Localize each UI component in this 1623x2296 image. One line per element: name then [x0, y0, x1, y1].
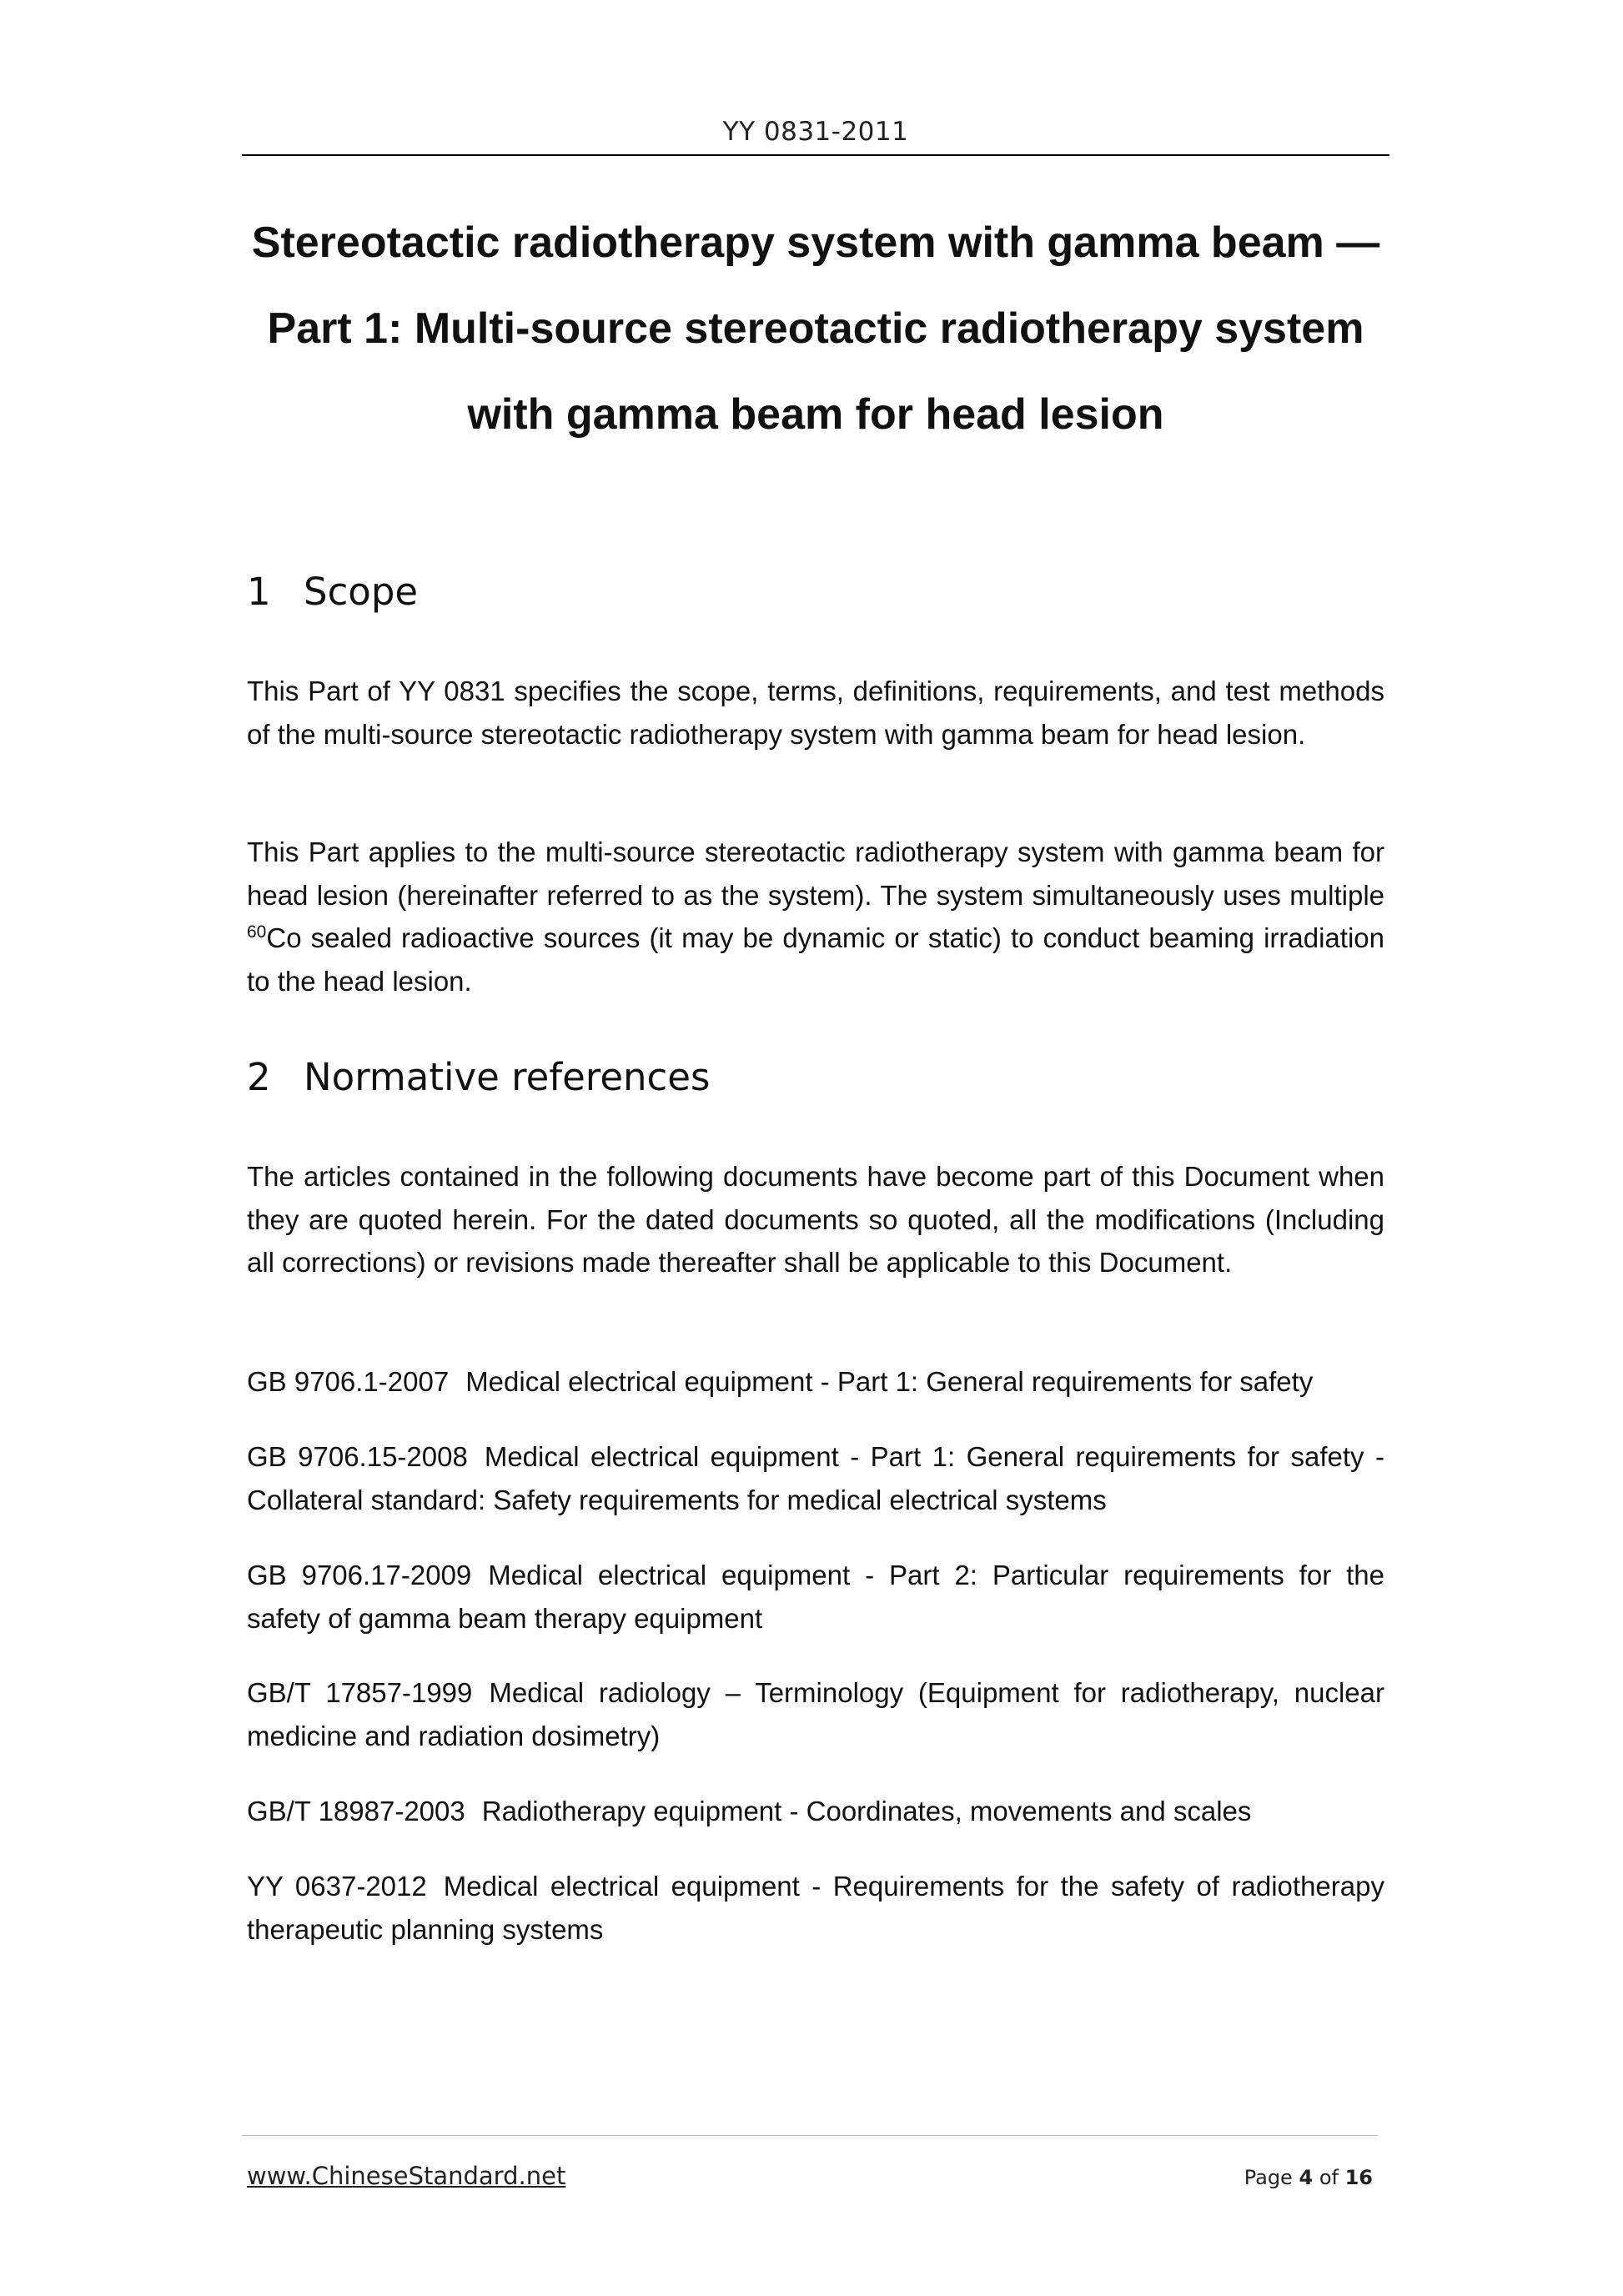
section-1-heading — [247, 570, 418, 614]
section-2-title: Normative references — [304, 1055, 711, 1099]
reference-entry — [247, 1671, 1384, 1757]
reference-title: Medical electrical equipment - Part 1: General requirements for safety - Collateral standard: Safety requirements for medical electrical systems — [247, 1441, 1384, 1515]
page-total: 16 — [1344, 2166, 1373, 2189]
scope-paragraph-2-text-a: This Part applies to the multi-source stereotactic radiotherapy system with gamma beam for head lesion (hereinafter referred to as the system). The system simultaneously uses multiple — [247, 837, 1384, 911]
normative-intro-paragraph: The articles contained in the following documents have become part of this Document when they are quoted herein. For the dated documents so quoted, all the modifications (Including all corrections) or revisions made thereafter shall be applicable to this Document. — [247, 1161, 1384, 1278]
reference-code: GB 9706.15-2008 — [247, 1441, 468, 1472]
section-1-title: Scope — [304, 570, 419, 614]
page-prefix: Page — [1244, 2166, 1293, 2189]
reference-code: GB 9706.17-2009 — [247, 1560, 472, 1590]
section-2-heading — [247, 1055, 710, 1099]
reference-code: YY 0637-2012 — [247, 1871, 427, 1902]
document-title-line-2: Part 1: Multi-source stereotactic radiotherapy system — [267, 304, 1364, 353]
document-title-line-3: with gamma beam for head lesion — [467, 390, 1164, 439]
reference-code: GB/T 17857-1999 — [247, 1677, 473, 1708]
reference-entry — [247, 1554, 1384, 1640]
reference-entry — [247, 1865, 1384, 1951]
page-number — [1244, 2166, 1373, 2189]
reference-title: Radiotherapy equipment - Coordinates, movements and scales — [481, 1796, 1252, 1826]
section-1-number: 1 — [247, 570, 271, 614]
reference-code: GB/T 18987-2003 — [247, 1796, 465, 1826]
reference-title: Medical electrical equipment - Requirements for the safety of radiotherapy therapeutic planning systems — [247, 1871, 1384, 1945]
footer-website-link[interactable]: www.ChineseStandard.net — [247, 2162, 566, 2190]
section-2-number: 2 — [247, 1055, 271, 1099]
reference-title: Medical electrical equipment - Part 1: General requirements for safety — [465, 1366, 1314, 1397]
isotope-mass-number: 60 — [247, 922, 267, 942]
page-of: of — [1319, 2166, 1339, 2189]
scope-paragraph-1: This Part of YY 0831 specifies the scope, terms, definitions, requirements, and test methods of the multi-source stereotactic radiotherapy system with gamma beam for head lesion. — [247, 676, 1384, 750]
reference-title: Medical electrical equipment - Part 2: Particular requirements for the safety of gamma beam therapy equipment — [247, 1560, 1384, 1634]
reference-code: GB 9706.1-2007 — [247, 1366, 450, 1397]
scope-paragraph-2 — [247, 831, 1384, 1002]
reference-title: Medical radiology – Terminology (Equipment for radiotherapy, nuclear medicine and radiation dosimetry) — [247, 1677, 1384, 1751]
reference-entry — [247, 1790, 1384, 1833]
scope-paragraph-2-text-b: Co sealed radioactive sources (it may be dynamic or static) to conduct beaming irradiation to the head lesion. — [247, 922, 1384, 997]
reference-entry — [247, 1435, 1384, 1521]
reference-entry — [247, 1360, 1384, 1404]
page-current: 4 — [1299, 2166, 1314, 2189]
footer-rule — [242, 2135, 1378, 2136]
running-header-standard-code: YY 0831-2011 — [722, 117, 909, 147]
header-rule — [242, 154, 1389, 156]
document-title-line-1: Stereotactic radiotherapy system with gamma beam — — [251, 219, 1380, 267]
document-title — [242, 200, 1389, 458]
